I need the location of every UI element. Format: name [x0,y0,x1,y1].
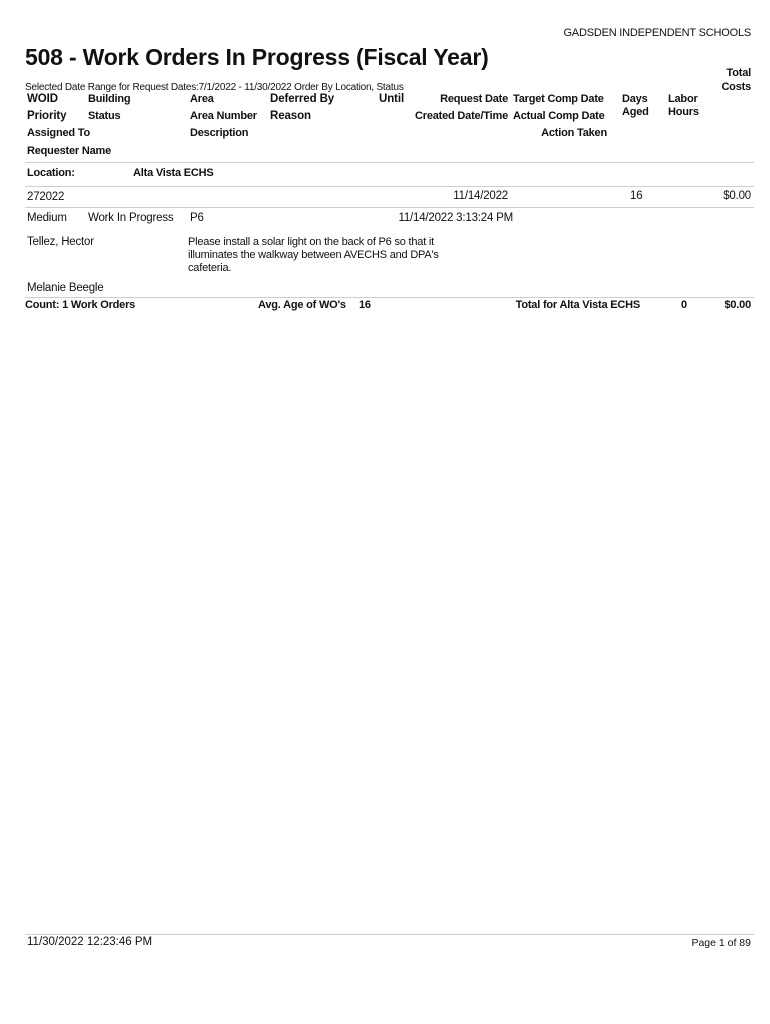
wo-days-aged: 16 [630,190,643,202]
col-request-date: Request Date [440,93,508,105]
wo-id: 272022 [27,191,65,203]
record-divider [25,207,754,208]
location-name: Alta Vista ECHS [133,167,214,179]
date-range-subtitle: Selected Date Range for Request Dates:7/1/2022 - 11/30/2022 Order By Location, Status [25,82,404,93]
col-until: Until [379,93,405,105]
wo-description: Please install a solar light on the back of P6 so that it illuminates the walkway between AVECHS and DPA's cafeteria. [188,236,439,274]
col-assigned-to: Assigned To [27,127,90,139]
col-building: Building [88,93,131,105]
col-requester-name: Requester Name [27,145,112,157]
wo-created-datetime: 11/14/2022 3:13:24 PM [398,212,513,224]
wo-assigned-to: Tellez, Hector [27,236,94,248]
wo-requester-name: Melanie Beegle [27,282,104,294]
col-reason: Reason [270,110,311,122]
summary-total-costs: $0.00 [724,299,751,311]
col-hours: Hours [668,106,699,118]
col-actual-comp-date: Actual Comp Date [513,110,605,122]
col-area: Area [190,93,214,105]
summary-total-hours: 0 [681,299,687,311]
col-woid: WOID [27,93,58,105]
wo-request-date: 11/14/2022 [453,190,508,202]
organization-name: GADSDEN INDEPENDENT SCHOOLS [563,27,751,39]
wo-area: P6 [190,212,204,224]
col-deferred-by: Deferred By [270,93,335,105]
col-days: Days [622,93,648,105]
col-description: Description [190,127,249,139]
col-total: Total [726,67,751,79]
col-status: Status [88,110,121,122]
footer-divider [25,934,754,935]
col-costs: Costs [721,81,751,93]
col-aged: Aged [622,106,649,118]
summary-count: Count: 1 Work Orders [25,299,136,311]
col-labor: Labor [668,93,698,105]
summary-avg-age-value: 16 [359,299,371,311]
wo-status: Work In Progress [88,212,174,224]
col-target-comp-date: Target Comp Date [513,93,604,105]
printed-timestamp: 11/30/2022 12:23:46 PM [27,936,153,948]
summary-avg-age-label: Avg. Age of WO's [258,299,346,311]
report-title: 508 - Work Orders In Progress (Fiscal Year) [25,44,489,70]
col-priority: Priority [27,110,67,122]
page-number: Page 1 of 89 [691,937,751,949]
location-divider [25,186,754,187]
summary-total-label: Total for Alta Vista ECHS [515,299,640,311]
location-label: Location: [27,167,75,179]
summary-divider [25,297,754,298]
wo-priority: Medium [27,212,67,224]
header-divider [25,162,754,163]
col-action-taken: Action Taken [541,127,607,139]
wo-total-costs: $0.00 [723,190,751,202]
col-created-datetime: Created Date/Time [415,110,508,122]
col-area-number: Area Number [190,110,257,122]
